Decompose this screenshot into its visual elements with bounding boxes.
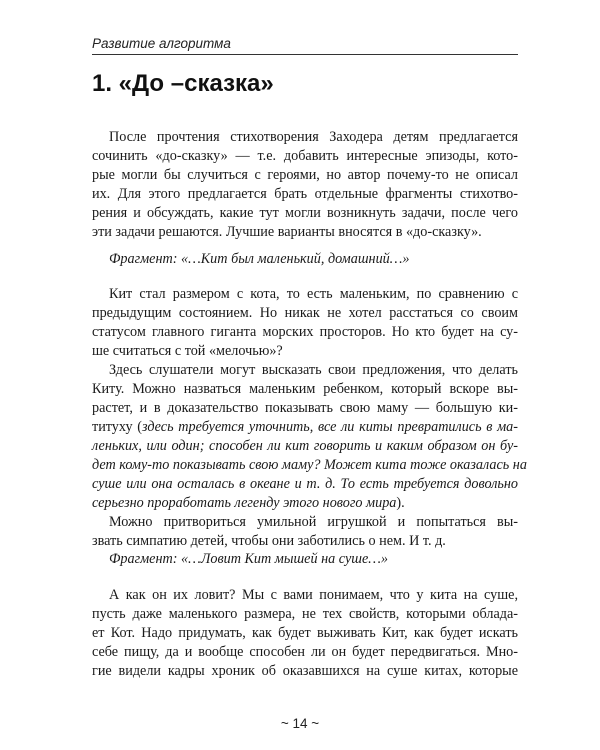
text-line: Киту. Можно назваться маленьким ребенком, который вскоре вы- xyxy=(92,381,518,397)
text-line: Можно притвориться умильной игрушкой и попытаться вы- xyxy=(109,514,518,530)
text-line: звать симпатию детей, чтобы они заботились о нем. И т. д. xyxy=(92,533,446,549)
paragraph-5 xyxy=(92,586,518,681)
fragment-text: «…Кит был маленький, домашний…» xyxy=(181,251,410,267)
text-line: их. Для этого предлагается брать отдельные фрагменты стихотво- xyxy=(92,186,518,202)
text-line: сочинить «до-сказку» — т.е. добавить интересные эпизоды, кото- xyxy=(92,148,518,164)
text-line: ет Кот. Надо придумать, как будет выживать Кит, как будет искать xyxy=(92,625,518,641)
text-line: эти задачи решаются. Лучшие варианты вносятся в «до-сказку». xyxy=(92,224,482,240)
text-line: гие видели кадры хроник об оказавшихся на суше китах, которые xyxy=(92,663,518,679)
text-line: ше считаться с той «мелочью»? xyxy=(92,343,283,359)
text-line: рения и обсуждать, какие тут могли возникнуть задачи, после чего xyxy=(92,205,518,221)
text-line: леньких, или один; способен ли кит говорить и каким образом он бу- xyxy=(92,438,518,454)
fragment-label: Фрагмент: xyxy=(109,551,182,567)
text-line: А как он их ловит? Мы с вами понимаем, что у кита на суше, xyxy=(109,587,518,603)
fragment-label: Фрагмент: xyxy=(109,251,182,267)
text-line: пусть даже маленького размера, не тех свойств, которыми облада- xyxy=(92,606,518,622)
text-line: дет кому-то показывать свою маму? Может кита тоже оказалась на xyxy=(92,457,527,473)
text-line xyxy=(92,418,518,437)
running-title: Развитие алгоритма xyxy=(92,36,231,51)
text-line: статусом главного гиганта морских просторов. Но кто будет на су- xyxy=(92,324,518,340)
text-line: рые могли бы случиться с героями, но автор почему-то не описал xyxy=(92,167,518,183)
text-line: себе пищу, да и вообще способен ли он будет передвигаться. Мно- xyxy=(92,644,518,660)
italic-run: серьезно проработать легенду этого нового мира xyxy=(92,495,397,511)
text-line: суше или она осталась в океане и т. д. То есть требуется довольно xyxy=(92,476,518,492)
header-divider xyxy=(92,54,518,55)
text-line: предыдущим состоянием. Но никак не хотел расстаться со своим xyxy=(92,305,518,321)
text-line xyxy=(92,494,518,513)
text-run: ). xyxy=(396,495,405,511)
fragment-quote-1 xyxy=(109,250,409,269)
text-line: Здесь слушатели могут высказать свои предложения, что делать xyxy=(109,362,518,378)
text-line: Кит стал размером с кота, то есть маленьким, по сравнению с xyxy=(109,286,518,302)
text-run: титуху ( xyxy=(92,419,142,435)
page-number: ~ 14 ~ xyxy=(280,716,320,731)
paragraph-4 xyxy=(92,513,518,551)
paragraph-3 xyxy=(92,361,527,513)
paragraph-2 xyxy=(92,285,518,361)
italic-run: здесь требуется уточнить, все ли киты превратились в ма- xyxy=(141,419,518,435)
text-line: После прочтения стихотворения Заходера детям предлагается xyxy=(109,129,518,145)
fragment-quote-2 xyxy=(109,550,388,569)
fragment-text: «…Ловит Кит мышей на суше…» xyxy=(181,551,389,567)
section-title: 1. «До –сказка» xyxy=(92,70,274,97)
text-line: растет, и в доказательство показывать свою маму — большую ки- xyxy=(92,400,518,416)
paragraph-1 xyxy=(92,128,518,242)
